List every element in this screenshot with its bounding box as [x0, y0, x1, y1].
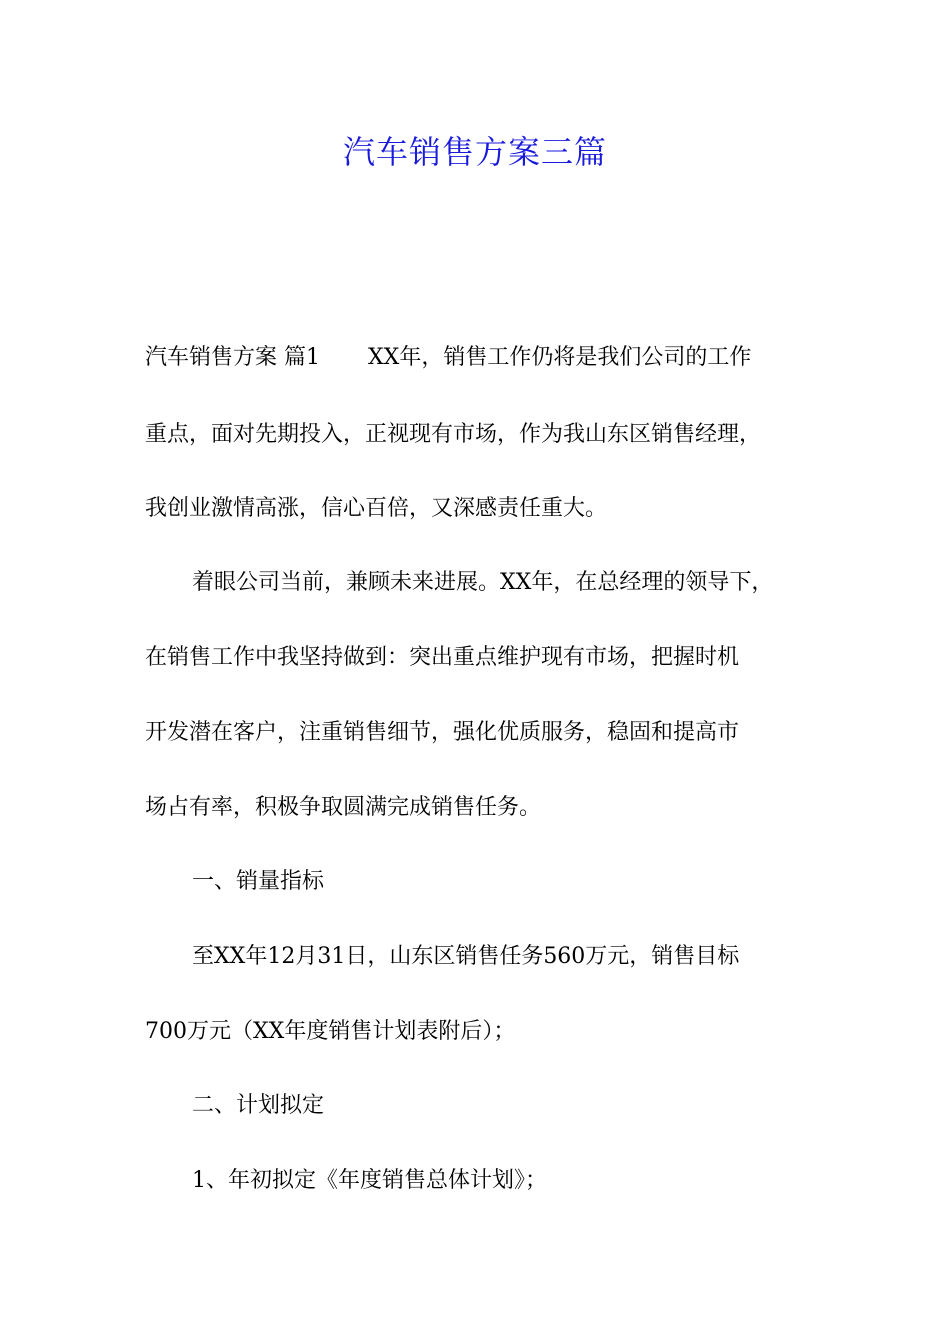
list-item: 1、年初拟定《年度销售总体计划》； — [192, 1168, 547, 1193]
paragraph-line: 700万元（XX年度销售计划表附后）； — [145, 1019, 516, 1044]
paragraph-line: 场占有率，积极争取圆满完成销售任务。 — [145, 795, 542, 820]
paragraph-line: 着眼公司当前，兼顾未来进展。XX年，在总经理的领导下， — [192, 570, 774, 595]
section-heading: 一、销量指标 — [192, 869, 325, 894]
paragraph-line: 在销售工作中我坚持做到：突出重点维护现有市场，把握时机 — [145, 645, 740, 670]
paragraph-text: XX年，销售工作仍将是我们公司的工作 — [368, 345, 752, 370]
document-title: 汽车销售方案三篇 — [342, 133, 607, 171]
section-heading: 汽车销售方案 篇1 — [145, 345, 320, 370]
section-heading: 二、计划拟定 — [192, 1093, 325, 1118]
paragraph-line: 至XX年12月31日，山东区销售任务560万元，销售目标 — [192, 944, 740, 969]
paragraph-line — [145, 342, 751, 374]
paragraph-line: 我创业激情高涨，信心百倍，又深感责任重大。 — [145, 496, 608, 521]
paragraph-line: 开发潜在客户，注重销售细节，强化优质服务，稳固和提高市 — [145, 720, 740, 745]
paragraph-line: 重点，面对先期投入，正视现有市场，作为我山东区销售经理， — [145, 422, 762, 447]
